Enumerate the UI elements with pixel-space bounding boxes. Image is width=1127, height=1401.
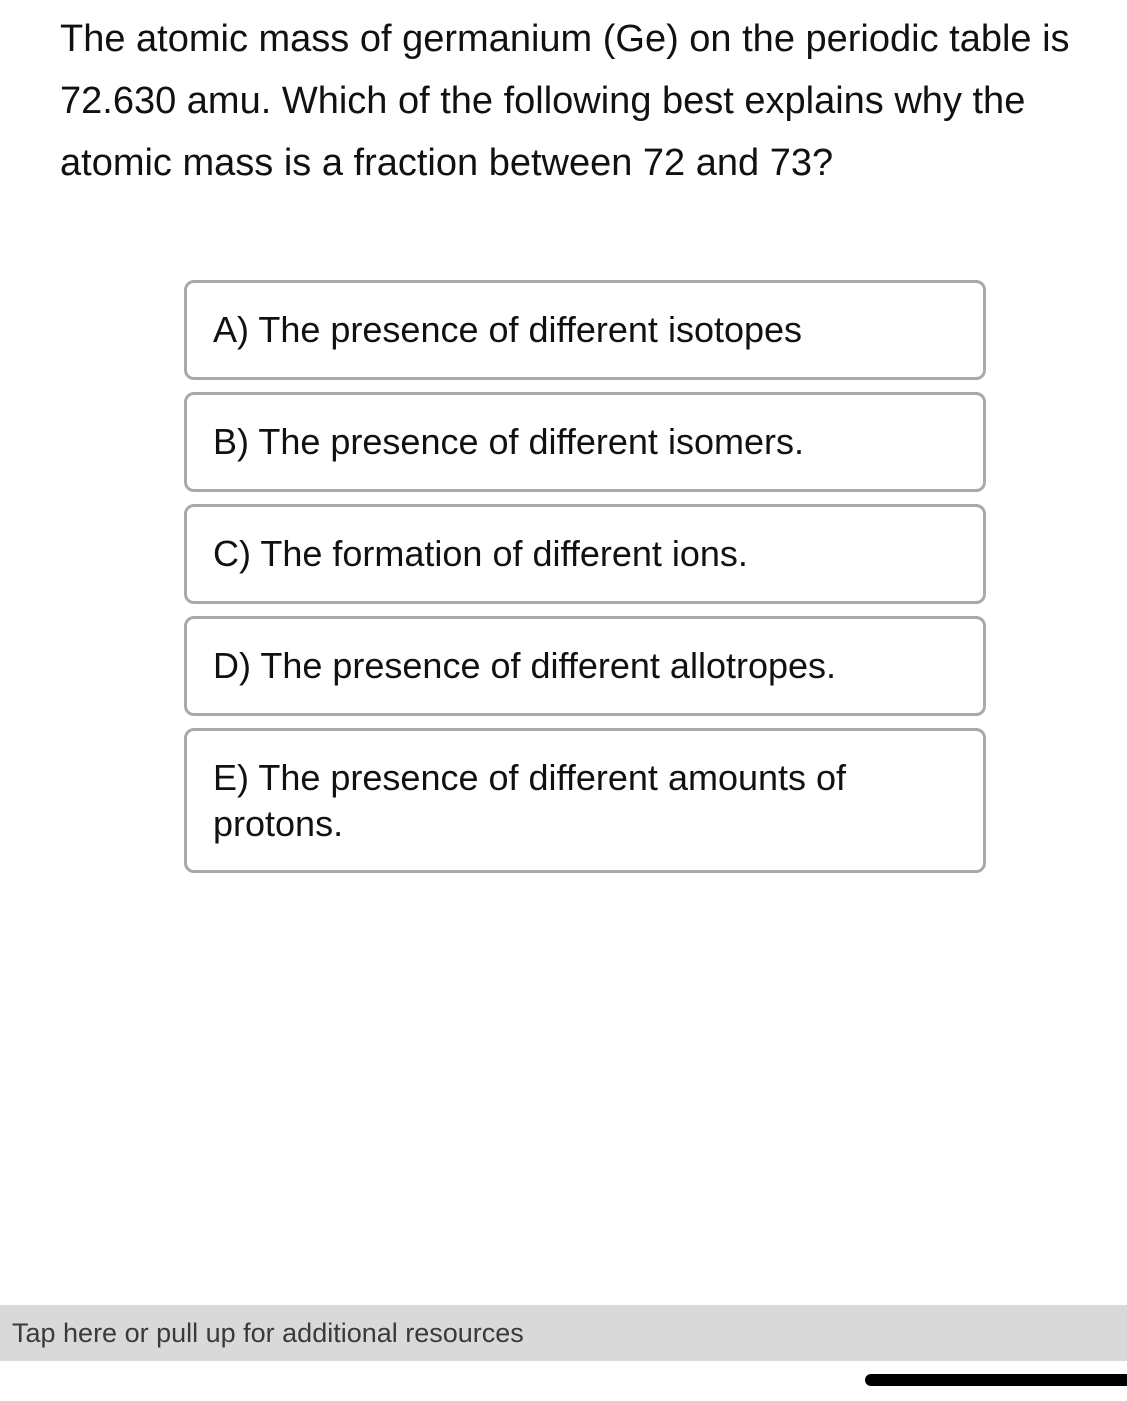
option-d-label: D) The presence of different allotropes. — [213, 645, 837, 686]
additional-resources-label: Tap here or pull up for additional resources — [12, 1317, 524, 1348]
option-a[interactable] — [184, 280, 986, 380]
option-c-label: C) The formation of different ions. — [213, 533, 748, 574]
option-e-label: E) The presence of different amounts of protons. — [213, 756, 847, 844]
option-b-label: B) The presence of different isomers. — [213, 421, 804, 462]
option-b[interactable] — [184, 392, 986, 492]
question-text: The atomic mass of germanium (Ge) on the periodic table is 72.630 amu. Which of the following best explains why the atomic mass is a fraction between 72 and 73? — [60, 18, 1070, 184]
answer-options — [184, 280, 986, 885]
option-e[interactable] — [184, 728, 986, 873]
option-a-label: A) The presence of different isotopes — [213, 309, 803, 350]
additional-resources-bar[interactable] — [0, 1305, 1127, 1361]
option-c[interactable] — [184, 504, 986, 604]
home-indicator[interactable] — [865, 1374, 1127, 1386]
option-d[interactable] — [184, 616, 986, 716]
